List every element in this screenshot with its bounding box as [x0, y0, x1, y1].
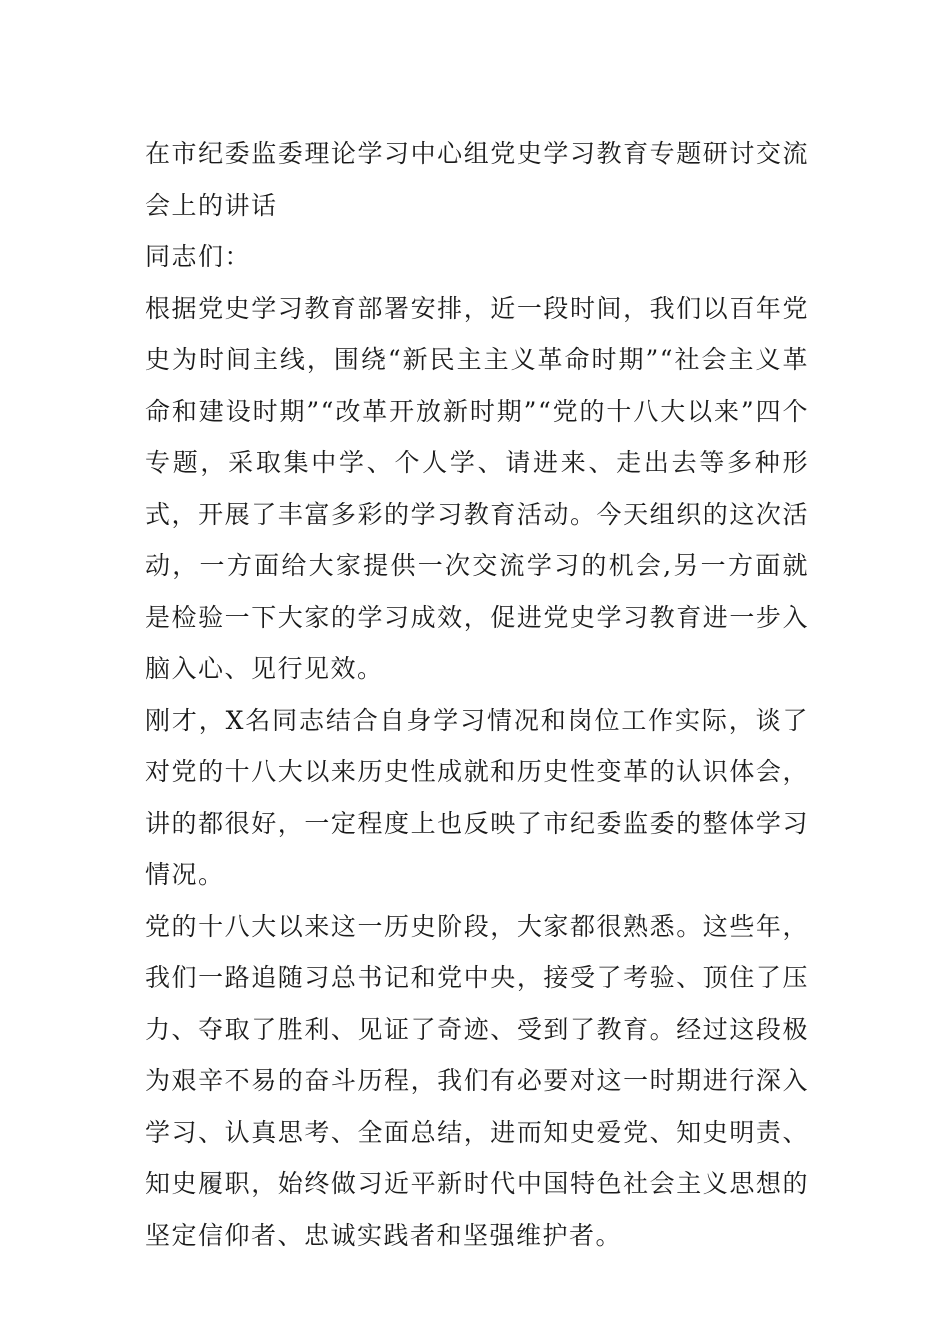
paragraph-2: 刚才，X名同志结合自身学习情况和岗位工作实际，谈了对党的十八大以来历史性成就和历史性变革的认识体会，讲的都很好，一定程度上也反映了市纪委监委的整体学习情况。: [145, 705, 809, 889]
salutation: 同志们：: [145, 242, 252, 271]
paragraph-3: 党的十八大以来这一历史阶段，大家都很熟悉。这些年，我们一路追随习总书记和党中央，接受了考验、顶住了压力、夺取了胜利、见证了奇迹、受到了教育。经过这段极为艰辛不易的奋斗历程，我们有必要对这一时期进行深入学习、认真思考、全面总结，进而知史爱党、知史明责、知史履职，始终做习近平新时代中国特色社会主义思想的坚定信仰者、忠诚实践者和坚强维护者。: [145, 911, 809, 1250]
document-body: [145, 128, 809, 1261]
document-title: 在市纪委监委理论学习中心组党史学习教育专题研讨交流会上的讲话: [145, 139, 809, 220]
paragraph-1: 根据党史学习教育部署安排，近一段时间，我们以百年党史为时间主线，围绕“新民主主义革命时期”“社会主义革命和建设时期”“改革开放新时期”“党的十八大以来”四个专题，采取集中学、个人学、请进来、走出去等多种形式，开展了丰富多彩的学习教育活动。今天组织的这次活动，一方面给大家提供一次交流学习的机会,另一方面就是检验一下大家的学习成效，促进党史学习教育进一步入脑入心、见行见效。: [145, 293, 809, 683]
